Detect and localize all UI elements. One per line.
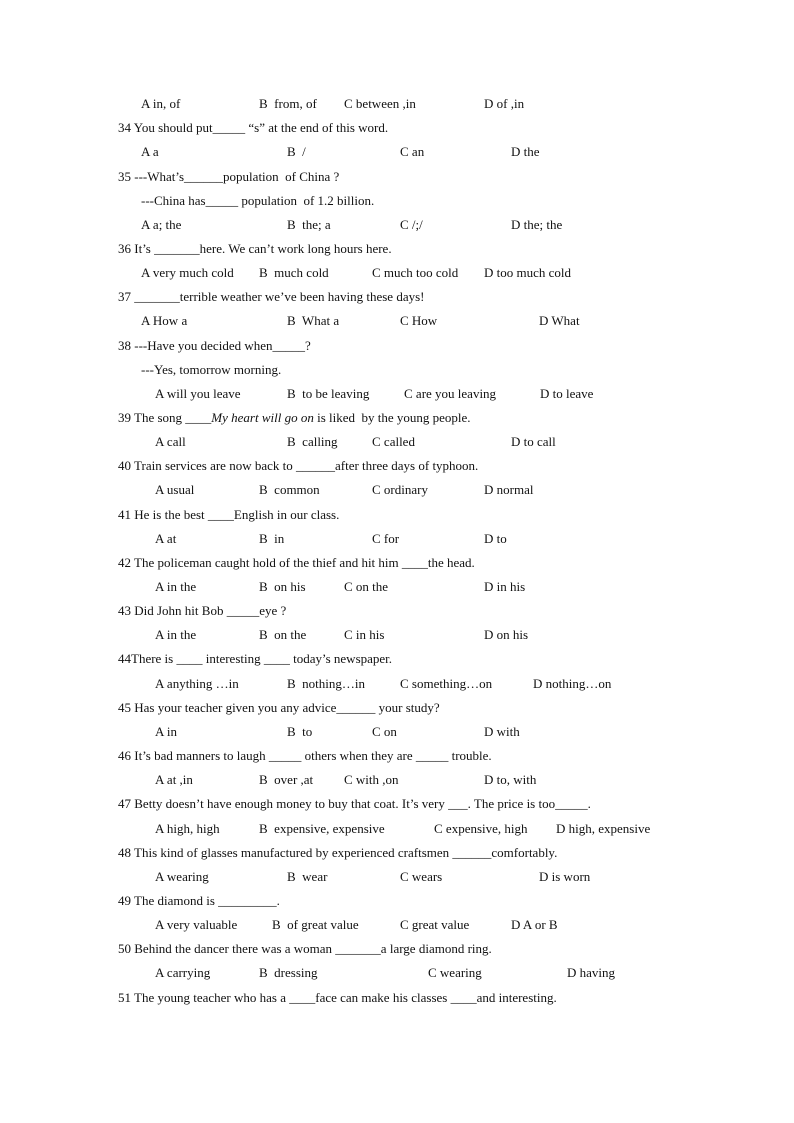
answer-option: A will you leave: [155, 386, 241, 401]
answer-option: D the: [511, 144, 540, 159]
question-line: 45 Has your teacher given you any advice______ your study?: [118, 700, 440, 715]
answer-option: A call: [155, 434, 186, 449]
answer-option: A wearing: [155, 869, 209, 884]
answer-option: A in the: [155, 579, 197, 594]
dialogue-line: ---China has_____ population of 1.2 billion.: [141, 193, 375, 208]
answer-option: C /;/: [400, 217, 423, 232]
dialogue-line: ---Yes, tomorrow morning.: [141, 362, 282, 377]
answer-option: A usual: [155, 482, 195, 497]
answer-option: A very much cold: [141, 265, 234, 280]
answer-option: A at: [155, 531, 177, 546]
answer-option: C are you leaving: [404, 386, 497, 401]
question-line: 35 ---What’s______population of China ?: [118, 169, 340, 184]
answer-option: B wear: [287, 869, 328, 884]
answer-option: A How a: [141, 313, 188, 328]
answer-option: C wearing: [428, 965, 482, 980]
question-line: 44There is ____ interesting ____ today’s newspaper.: [118, 651, 393, 666]
answer-option: C with ,on: [344, 772, 399, 787]
answer-option: A anything …in: [155, 676, 239, 691]
question-text: is liked by the young people.: [313, 410, 471, 425]
answer-option: D to, with: [484, 772, 537, 787]
answer-option: D on his: [484, 627, 529, 642]
answer-option: C an: [400, 144, 425, 159]
answer-option: C great value: [400, 917, 470, 932]
answer-option: C expensive, high: [434, 821, 528, 836]
answer-option: D in his: [484, 579, 526, 594]
answer-option: C between ,in: [344, 96, 416, 111]
answer-option: D to: [484, 531, 507, 546]
answer-option: D the; the: [511, 217, 563, 232]
answer-option: A a: [141, 144, 159, 159]
answer-option: A at ,in: [155, 772, 193, 787]
answer-option: D to leave: [540, 386, 594, 401]
answer-option: A very valuable: [155, 917, 238, 932]
question-line: 47 Betty doesn’t have enough money to buy that coat. It’s very ___. The price is too_____.: [118, 796, 591, 811]
question-line: 49 The diamond is _________.: [118, 893, 280, 908]
answer-option: D too much cold: [484, 265, 572, 280]
answer-option: C on: [372, 724, 397, 739]
answer-option: B dressing: [259, 965, 318, 980]
answer-option: B the; a: [287, 217, 331, 232]
question-line: 43 Did John hit Bob _____eye ?: [118, 603, 287, 618]
question-line: 51 The young teacher who has a ____face can make his classes ____and interesting.: [118, 990, 557, 1005]
song-title: My heart will go on: [211, 410, 314, 425]
answer-option: A high, high: [155, 821, 220, 836]
answer-option: C something…on: [400, 676, 493, 691]
answer-option: C for: [372, 531, 400, 546]
question-line: 50 Behind the dancer there was a woman _______a large diamond ring.: [118, 941, 492, 956]
answer-option: B /: [287, 144, 306, 159]
question-line: 34 You should put_____ “s” at the end of this word.: [118, 120, 389, 135]
answer-option: C How: [400, 313, 438, 328]
answer-option: A in the: [155, 627, 197, 642]
answer-option: B calling: [287, 434, 338, 449]
answer-option: B What a: [287, 313, 340, 328]
answer-option: A in: [155, 724, 178, 739]
answer-option: C in his: [344, 627, 385, 642]
answer-option: B much cold: [259, 265, 329, 280]
answer-option: D to call: [511, 434, 556, 449]
answer-option: A a; the: [141, 217, 182, 232]
answer-option: C called: [372, 434, 415, 449]
answer-option: B to be leaving: [287, 386, 370, 401]
answer-option: B on the: [259, 627, 307, 642]
answer-option: D What: [539, 313, 580, 328]
question-line: 46 It’s bad manners to laugh _____ others when they are _____ trouble.: [118, 748, 492, 763]
answer-option: B over ,at: [259, 772, 314, 787]
answer-option: B common: [259, 482, 320, 497]
answer-option: B in: [259, 531, 285, 546]
answer-option: C on the: [344, 579, 389, 594]
answer-option: D with: [484, 724, 520, 739]
question-line: 38 ---Have you decided when_____?: [118, 338, 311, 353]
answer-option: B expensive, expensive: [259, 821, 385, 836]
answer-option: D is worn: [539, 869, 591, 884]
question-line: 36 It’s _______here. We can’t work long hours here.: [118, 241, 392, 256]
question-line: 42 The policeman caught hold of the thief and hit him ____the head.: [118, 555, 475, 570]
answer-option: B to: [287, 724, 313, 739]
answer-option: D of ,in: [484, 96, 525, 111]
question-line: 40 Train services are now back to ______after three days of typhoon.: [118, 458, 479, 473]
answer-option: C wears: [400, 869, 443, 884]
answer-option: B nothing…in: [287, 676, 366, 691]
answer-option: A in, of: [141, 96, 181, 111]
answer-option: B on his: [259, 579, 306, 594]
answer-option: C ordinary: [372, 482, 428, 497]
answer-option: D having: [567, 965, 616, 980]
question-line: 41 He is the best ____English in our class.: [118, 507, 340, 522]
answer-option: D high, expensive: [556, 821, 651, 836]
question-line: 48 This kind of glasses manufactured by experienced craftsmen ______comfortably.: [118, 845, 558, 860]
question-line: 37 _______terrible weather we’ve been having these days!: [118, 289, 425, 304]
answer-option: D normal: [484, 482, 534, 497]
answer-option: D nothing…on: [533, 676, 612, 691]
answer-option: C much too cold: [372, 265, 459, 280]
answer-option: B of great value: [272, 917, 359, 932]
question-text: 39 The song ____: [118, 410, 212, 425]
answer-option: A carrying: [155, 965, 211, 980]
answer-option: B from, of: [259, 96, 317, 111]
question-line: [118, 411, 471, 424]
answer-option: D A or B: [511, 917, 558, 932]
